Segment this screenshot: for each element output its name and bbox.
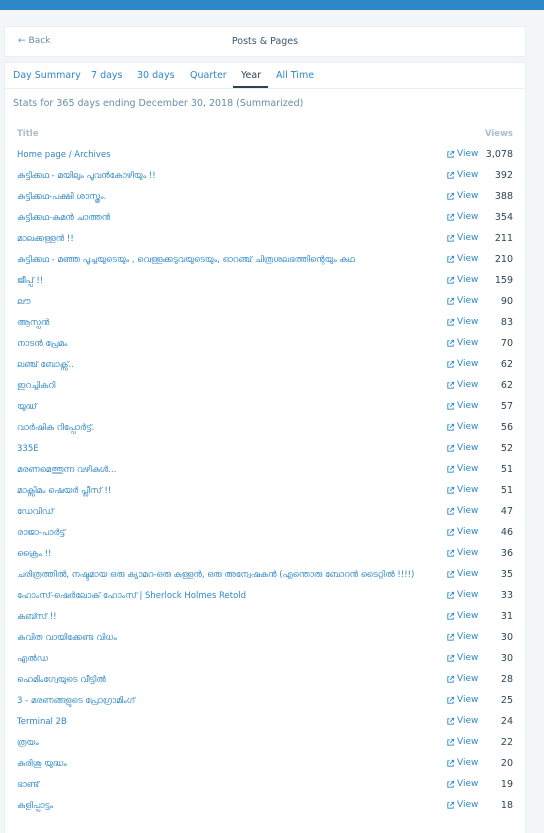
post-title-link[interactable]: ഇറച്ചികറി bbox=[17, 381, 56, 391]
view-link[interactable] bbox=[446, 422, 478, 432]
table-row bbox=[5, 271, 525, 292]
external-link-icon bbox=[446, 486, 455, 495]
post-title-link[interactable]: യുദ്ധ് bbox=[17, 402, 37, 412]
tab-day-summary[interactable]: Day Summary bbox=[13, 70, 81, 81]
view-link[interactable] bbox=[446, 611, 478, 621]
view-link[interactable] bbox=[446, 191, 478, 201]
view-count: 159 bbox=[494, 275, 513, 286]
external-link-icon bbox=[446, 234, 455, 243]
view-label: View bbox=[457, 380, 479, 390]
view-count: 35 bbox=[500, 569, 513, 580]
view-count: 392 bbox=[494, 170, 513, 181]
table-row bbox=[5, 691, 525, 712]
external-link-icon bbox=[446, 318, 455, 327]
external-link-icon bbox=[446, 171, 455, 180]
post-title-link[interactable]: രാജാ-പാർട്ട് bbox=[17, 528, 66, 538]
view-link[interactable] bbox=[446, 632, 478, 642]
table-row bbox=[5, 376, 525, 397]
post-title-link[interactable]: കുട്ടിക്കഥ-പക്ഷി ശാസ്ത്രം. bbox=[17, 192, 107, 202]
table-row bbox=[5, 208, 525, 229]
post-title-link[interactable]: നാടൻ പ്രേമം bbox=[17, 339, 68, 349]
view-count: 28 bbox=[500, 674, 513, 685]
external-link-icon bbox=[446, 255, 455, 264]
table-row bbox=[5, 712, 525, 733]
arrow-left-icon: ← bbox=[18, 36, 26, 46]
external-link-icon bbox=[446, 801, 455, 810]
view-label: View bbox=[457, 569, 479, 579]
view-label: View bbox=[457, 653, 479, 663]
column-header-views: Views bbox=[484, 129, 513, 139]
view-link[interactable] bbox=[446, 569, 478, 579]
external-link-icon bbox=[446, 738, 455, 747]
external-link-icon bbox=[446, 633, 455, 642]
view-label: View bbox=[457, 149, 479, 159]
post-title-link[interactable]: ലഞ്ച് ബോക്സ്.. bbox=[17, 360, 74, 370]
post-title-link[interactable]: മരണമെത്തുന്ന വഴികൾ... bbox=[17, 465, 117, 475]
external-link-icon bbox=[446, 276, 455, 285]
view-count: 30 bbox=[500, 632, 513, 643]
view-count: 36 bbox=[500, 548, 513, 559]
table-row bbox=[5, 502, 525, 523]
post-title-link[interactable]: ആസ്പൻ bbox=[17, 318, 50, 328]
view-label: View bbox=[457, 275, 479, 285]
external-link-icon bbox=[446, 654, 455, 663]
external-link-icon bbox=[446, 360, 455, 369]
table-row bbox=[5, 586, 525, 607]
post-title-link[interactable]: Home page / Archives bbox=[17, 150, 111, 160]
post-title-link[interactable]: 3 - മരണങ്ങളുടെ പ്രോഗ്രാമിംഗ് bbox=[17, 696, 136, 706]
post-title-link[interactable]: ലൗ bbox=[17, 297, 31, 307]
post-title-link[interactable]: കുട്ടിക്കഥ - മഞ്ഞ പൂച്ചയുടെയും , വെള്ളക്കടുവയുടെയും, ഓറഞ്ച് ചിത്രശലഭത്തിന്റെയും കഥ bbox=[17, 255, 355, 265]
table-row bbox=[5, 754, 525, 775]
view-link[interactable] bbox=[446, 758, 478, 768]
view-count: 52 bbox=[500, 443, 513, 454]
view-label: View bbox=[457, 548, 479, 558]
view-label: View bbox=[457, 590, 479, 600]
view-link[interactable] bbox=[446, 149, 478, 159]
table-row bbox=[5, 460, 525, 481]
table-row bbox=[5, 733, 525, 754]
view-label: View bbox=[457, 779, 479, 789]
view-label: View bbox=[457, 758, 479, 768]
table-row bbox=[5, 313, 525, 334]
view-count: 211 bbox=[494, 233, 513, 244]
view-label: View bbox=[457, 695, 479, 705]
table-row bbox=[5, 565, 525, 586]
table-row bbox=[5, 418, 525, 439]
table-row bbox=[5, 544, 525, 565]
external-link-icon bbox=[446, 507, 455, 516]
view-count: 210 bbox=[494, 254, 513, 265]
view-link[interactable] bbox=[446, 401, 478, 411]
view-link[interactable] bbox=[446, 233, 478, 243]
view-count: 354 bbox=[494, 212, 513, 223]
post-title-link[interactable]: കുരിശു യുദ്ധം bbox=[17, 759, 67, 769]
view-count: 33 bbox=[500, 590, 513, 601]
view-link[interactable] bbox=[446, 359, 478, 369]
view-label: View bbox=[457, 485, 479, 495]
table-row bbox=[5, 145, 525, 166]
table-row bbox=[5, 166, 525, 187]
view-label: View bbox=[457, 737, 479, 747]
view-count: 30 bbox=[500, 653, 513, 664]
table-row bbox=[5, 481, 525, 502]
table-row bbox=[5, 796, 525, 817]
table-row bbox=[5, 523, 525, 544]
post-title-link[interactable]: Terminal 2B bbox=[17, 717, 67, 727]
view-count: 20 bbox=[500, 758, 513, 769]
view-link[interactable] bbox=[446, 716, 478, 726]
view-link[interactable] bbox=[446, 527, 478, 537]
post-title-link[interactable]: വാർഷിക റിപ്പോർട്ട്. bbox=[17, 423, 95, 433]
post-title-link[interactable]: കബ്സ് !! bbox=[17, 612, 57, 622]
external-link-icon bbox=[446, 192, 455, 201]
external-link-icon bbox=[446, 213, 455, 222]
view-count: 51 bbox=[500, 464, 513, 475]
table-row bbox=[5, 628, 525, 649]
view-link[interactable] bbox=[446, 590, 478, 600]
view-label: View bbox=[457, 674, 479, 684]
view-label: View bbox=[457, 233, 479, 243]
view-link[interactable] bbox=[446, 380, 478, 390]
external-link-icon bbox=[446, 423, 455, 432]
column-header-title: Title bbox=[17, 129, 39, 139]
view-link[interactable] bbox=[446, 212, 478, 222]
view-link[interactable] bbox=[446, 275, 478, 285]
post-title-link[interactable]: കവിത വായിക്കേണ്ട വിധം bbox=[17, 633, 117, 643]
post-title-link[interactable]: എൽഡ bbox=[17, 654, 48, 664]
post-title-link[interactable]: ചരിത്രത്തിൽ, നഷ്ടമായ ഒരു ക്യാമറ-ഒരു കള്ളൻ, ഒരു അന്വേഷകൻ (എന്തൊരു ബോറൻ ടൈറ്റിൽ !!!!) bbox=[17, 570, 415, 580]
period-tabs bbox=[5, 63, 525, 89]
view-label: View bbox=[457, 296, 479, 306]
external-link-icon bbox=[446, 381, 455, 390]
post-title-link[interactable]: ഭാണ്ട് bbox=[17, 780, 40, 790]
post-title-link[interactable]: മാലക്കള്ളൻ !! bbox=[17, 234, 74, 244]
view-link[interactable] bbox=[446, 506, 478, 516]
tab-7-days[interactable]: 7 days bbox=[91, 70, 123, 81]
post-title-link[interactable]: ഹോംസ്-ഷെർലോക് ഹോംസ് | Sherlock Holmes Retold bbox=[17, 591, 247, 601]
view-count: 24 bbox=[500, 716, 513, 727]
external-link-icon bbox=[446, 150, 455, 159]
external-link-icon bbox=[446, 591, 455, 600]
view-count: 19 bbox=[500, 779, 513, 790]
post-title-link[interactable]: ജീപ്പ് !! bbox=[17, 276, 44, 286]
view-link[interactable] bbox=[446, 317, 478, 327]
external-link-icon bbox=[446, 402, 455, 411]
page-title: Posts & Pages bbox=[231, 36, 299, 47]
table-row bbox=[5, 649, 525, 670]
tab-quarter[interactable]: Quarter bbox=[190, 70, 227, 81]
post-title-link[interactable]: ഹെമിംഗ്വേയുടെ വീട്ടിൽ bbox=[17, 675, 106, 685]
view-link[interactable] bbox=[446, 443, 478, 453]
view-count: 57 bbox=[500, 401, 513, 412]
view-count: 62 bbox=[500, 380, 513, 391]
view-link[interactable] bbox=[446, 695, 478, 705]
view-link[interactable] bbox=[446, 338, 478, 348]
view-label: View bbox=[457, 317, 479, 327]
view-link[interactable] bbox=[446, 674, 478, 684]
stats-card bbox=[5, 63, 525, 833]
view-label: View bbox=[457, 338, 479, 348]
view-label: View bbox=[457, 716, 479, 726]
external-link-icon bbox=[446, 339, 455, 348]
table-row bbox=[5, 775, 525, 796]
view-count: 51 bbox=[500, 485, 513, 496]
table-row bbox=[5, 670, 525, 691]
view-count: 56 bbox=[500, 422, 513, 433]
external-link-icon bbox=[446, 759, 455, 768]
view-count: 31 bbox=[500, 611, 513, 622]
post-title-link[interactable]: കുട്ടിക്കഥ - മയിലും പൂവൻകോഴിയും !! bbox=[17, 171, 156, 181]
view-link[interactable] bbox=[446, 296, 478, 306]
external-link-icon bbox=[446, 297, 455, 306]
view-count: 46 bbox=[500, 527, 513, 538]
back-label: Back bbox=[28, 36, 51, 46]
view-label: View bbox=[457, 632, 479, 642]
external-link-icon bbox=[446, 675, 455, 684]
post-title-link[interactable]: മാക്സിമം ഷെയർ പ്ലീസ് !! bbox=[17, 486, 112, 496]
stats-subtitle: Stats for 365 days ending December 30, 2018 (Summarized) bbox=[13, 98, 304, 109]
post-title-link[interactable]: 335E bbox=[17, 444, 39, 454]
view-label: View bbox=[457, 443, 479, 453]
external-link-icon bbox=[446, 444, 455, 453]
post-title-link[interactable]: ക്രൈം !! bbox=[17, 549, 52, 559]
external-link-icon bbox=[446, 717, 455, 726]
view-link[interactable] bbox=[446, 653, 478, 663]
view-link[interactable] bbox=[446, 464, 478, 474]
view-count: 22 bbox=[500, 737, 513, 748]
view-count: 62 bbox=[500, 359, 513, 370]
view-count: 47 bbox=[500, 506, 513, 517]
tab-year[interactable]: Year bbox=[241, 70, 262, 81]
external-link-icon bbox=[446, 570, 455, 579]
view-count: 3,078 bbox=[485, 149, 513, 160]
table-row bbox=[5, 229, 525, 250]
view-count: 83 bbox=[500, 317, 513, 328]
external-link-icon bbox=[446, 612, 455, 621]
view-link[interactable] bbox=[446, 170, 478, 180]
post-title-link[interactable]: കളിപ്പാട്ടം bbox=[17, 801, 54, 811]
tab-30-days[interactable]: 30 days bbox=[137, 70, 175, 81]
view-label: View bbox=[457, 170, 479, 180]
view-label: View bbox=[457, 527, 479, 537]
external-link-icon bbox=[446, 528, 455, 537]
table-row bbox=[5, 187, 525, 208]
view-label: View bbox=[457, 401, 479, 411]
table-row bbox=[5, 334, 525, 355]
view-link[interactable] bbox=[446, 737, 478, 747]
view-link[interactable] bbox=[446, 254, 478, 264]
table-row bbox=[5, 355, 525, 376]
external-link-icon bbox=[446, 549, 455, 558]
header-card bbox=[5, 27, 525, 56]
top-bar bbox=[0, 0, 544, 10]
external-link-icon bbox=[446, 465, 455, 474]
view-count: 90 bbox=[500, 296, 513, 307]
view-link[interactable] bbox=[446, 800, 478, 810]
external-link-icon bbox=[446, 696, 455, 705]
view-label: View bbox=[457, 506, 479, 516]
view-count: 388 bbox=[494, 191, 513, 202]
table-row bbox=[5, 292, 525, 313]
view-link[interactable] bbox=[446, 548, 478, 558]
tab-all-time[interactable]: All Time bbox=[276, 70, 315, 81]
table-row bbox=[5, 397, 525, 418]
post-title-link[interactable]: ത്രയം bbox=[17, 738, 39, 748]
view-label: View bbox=[457, 464, 479, 474]
view-count: 18 bbox=[500, 800, 513, 811]
view-label: View bbox=[457, 422, 479, 432]
view-label: View bbox=[457, 191, 479, 201]
view-label: View bbox=[457, 212, 479, 222]
post-title-link[interactable]: കുട്ടിക്കഥ-കുമൻ ചാത്തൻ bbox=[17, 213, 111, 223]
view-label: View bbox=[457, 359, 479, 369]
table-row bbox=[5, 607, 525, 628]
view-label: View bbox=[457, 800, 479, 810]
active-tab-indicator bbox=[233, 86, 268, 88]
view-count: 25 bbox=[500, 695, 513, 706]
view-link[interactable] bbox=[446, 485, 478, 495]
posts-table bbox=[5, 145, 525, 817]
view-count: 70 bbox=[500, 338, 513, 349]
view-label: View bbox=[457, 611, 479, 621]
view-label: View bbox=[457, 254, 479, 264]
post-title-link[interactable]: ഡേവിഡ് bbox=[17, 507, 54, 517]
table-row bbox=[5, 439, 525, 460]
external-link-icon bbox=[446, 780, 455, 789]
view-link[interactable] bbox=[446, 779, 478, 789]
table-row bbox=[5, 250, 525, 271]
